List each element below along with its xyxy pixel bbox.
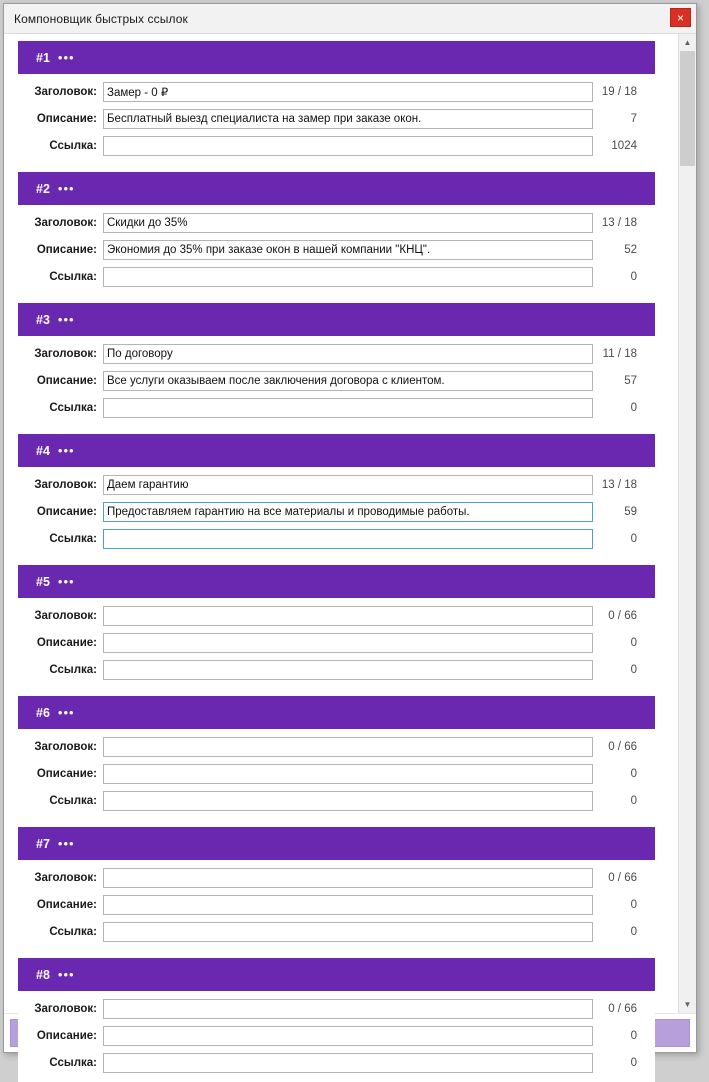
link-block-body: [18, 205, 655, 296]
link-label: Ссылка:: [49, 402, 97, 414]
description-label: Описание:: [36, 899, 97, 911]
title-input[interactable]: [103, 868, 593, 888]
field-row: [18, 267, 655, 287]
title-input[interactable]: [103, 344, 593, 364]
field-row: [18, 344, 655, 364]
title-label: Заголовок:: [34, 872, 97, 884]
link-label: Ссылка:: [49, 926, 97, 938]
title-counter: 0 / 66: [608, 610, 637, 622]
link-block: [4, 827, 678, 951]
link-block-header: [18, 958, 655, 991]
link-input[interactable]: [103, 660, 593, 680]
link-block-number: #3: [36, 312, 50, 327]
title-input[interactable]: [103, 999, 593, 1019]
field-row: [18, 999, 655, 1019]
link-block-header: [18, 434, 655, 467]
title-label: Заголовок:: [34, 610, 97, 622]
link-counter: 0: [630, 271, 637, 283]
description-input[interactable]: [103, 109, 593, 129]
title-label: Заголовок:: [34, 86, 97, 98]
field-row: [18, 764, 655, 784]
link-block-body: [18, 729, 655, 820]
link-block: [4, 958, 678, 1082]
more-options-icon[interactable]: •••: [57, 967, 75, 982]
link-input[interactable]: [103, 529, 593, 549]
field-row: [18, 398, 655, 418]
link-counter: 0: [630, 664, 637, 676]
field-row: [18, 240, 655, 260]
window-title: Компоновщик быстрых ссылок: [14, 11, 188, 26]
link-counter: 0: [630, 926, 637, 938]
links-list: [4, 34, 678, 1082]
title-label: Заголовок:: [34, 479, 97, 491]
description-input[interactable]: [103, 371, 593, 391]
scrollbar-track[interactable]: [679, 51, 696, 996]
link-block-header: [18, 303, 655, 336]
link-counter: 0: [630, 533, 637, 545]
field-row: [18, 529, 655, 549]
description-input[interactable]: [103, 633, 593, 653]
title-label: Заголовок:: [34, 741, 97, 753]
link-block-number: #7: [36, 836, 50, 851]
description-counter: 7: [630, 113, 637, 125]
link-block-header: [18, 827, 655, 860]
link-block: [4, 41, 678, 165]
description-input[interactable]: [103, 895, 593, 915]
more-options-icon[interactable]: •••: [57, 574, 75, 589]
link-label: Ссылка:: [49, 140, 97, 152]
description-label: Описание:: [36, 244, 97, 256]
title-counter: 13 / 18: [601, 479, 637, 491]
link-input[interactable]: [103, 267, 593, 287]
title-counter: 0 / 66: [608, 1003, 637, 1015]
field-row: [18, 109, 655, 129]
description-label: Описание:: [36, 375, 97, 387]
title-input[interactable]: [103, 737, 593, 757]
link-block-body: [18, 991, 655, 1082]
link-block-body: [18, 467, 655, 558]
field-row: [18, 895, 655, 915]
link-counter: 0: [630, 1057, 637, 1069]
link-block-number: #6: [36, 705, 50, 720]
description-label: Описание:: [36, 1030, 97, 1042]
link-block-number: #4: [36, 443, 50, 458]
title-label: Заголовок:: [34, 1003, 97, 1015]
description-counter: 0: [630, 637, 637, 649]
scroll-up-icon[interactable]: ▲: [679, 34, 696, 51]
link-counter: 1024: [611, 140, 637, 152]
description-counter: 59: [624, 506, 637, 518]
field-row: [18, 1053, 655, 1073]
more-options-icon[interactable]: •••: [57, 836, 75, 851]
description-input[interactable]: [103, 1026, 593, 1046]
description-counter: 57: [624, 375, 637, 387]
title-label: Заголовок:: [34, 348, 97, 360]
more-options-icon[interactable]: •••: [57, 181, 75, 196]
description-label: Описание:: [36, 768, 97, 780]
description-input[interactable]: [103, 502, 593, 522]
title-counter: 0 / 66: [608, 872, 637, 884]
description-input[interactable]: [103, 764, 593, 784]
link-block: [4, 696, 678, 820]
link-block-number: #5: [36, 574, 50, 589]
title-counter: 11 / 18: [602, 348, 637, 360]
link-counter: 0: [630, 795, 637, 807]
link-input[interactable]: [103, 791, 593, 811]
link-label: Ссылка:: [49, 664, 97, 676]
field-row: [18, 1026, 655, 1046]
field-row: [18, 82, 655, 102]
field-row: [18, 791, 655, 811]
link-input[interactable]: [103, 398, 593, 418]
link-block-number: #2: [36, 181, 50, 196]
description-label: Описание:: [36, 506, 97, 518]
field-row: [18, 136, 655, 156]
close-icon[interactable]: ×: [670, 8, 691, 27]
link-input[interactable]: [103, 922, 593, 942]
link-block: [4, 565, 678, 689]
link-block-body: [18, 336, 655, 427]
field-row: [18, 606, 655, 626]
more-options-icon[interactable]: •••: [57, 443, 75, 458]
link-input[interactable]: [103, 1053, 593, 1073]
description-label: Описание:: [36, 113, 97, 125]
quick-links-composer-window: [3, 3, 697, 1069]
window-titlebar: [4, 4, 696, 34]
description-label: Описание:: [36, 637, 97, 649]
field-row: [18, 660, 655, 680]
more-options-icon[interactable]: •••: [57, 312, 75, 327]
link-block-body: [18, 860, 655, 951]
title-input[interactable]: [103, 213, 593, 233]
title-counter: 0 / 66: [608, 741, 637, 753]
field-row: [18, 633, 655, 653]
link-label: Ссылка:: [49, 533, 97, 545]
link-block-body: [18, 598, 655, 689]
description-counter: 0: [630, 899, 637, 911]
link-block-header: [18, 172, 655, 205]
link-label: Ссылка:: [49, 1057, 97, 1069]
link-block-body: [18, 74, 655, 165]
link-block-number: #8: [36, 967, 50, 982]
link-counter: 0: [630, 402, 637, 414]
link-input[interactable]: [103, 136, 593, 156]
field-row: [18, 213, 655, 233]
window-body: [4, 34, 696, 1069]
field-row: [18, 868, 655, 888]
more-options-icon[interactable]: •••: [57, 705, 75, 720]
description-counter: 0: [630, 1030, 637, 1042]
description-counter: 52: [624, 244, 637, 256]
link-block: [4, 434, 678, 558]
link-block-header: [18, 696, 655, 729]
link-label: Ссылка:: [49, 271, 97, 283]
title-input[interactable]: [103, 606, 593, 626]
title-counter: 13 / 18: [601, 217, 637, 229]
link-block-number: #1: [36, 50, 50, 65]
link-block-header: [18, 565, 655, 598]
scroll-down-icon[interactable]: ▼: [679, 996, 696, 1013]
field-row: [18, 737, 655, 757]
description-counter: 0: [630, 768, 637, 780]
more-options-icon[interactable]: •••: [57, 50, 75, 65]
title-counter: 19 / 18: [601, 86, 637, 98]
scrollbar-thumb[interactable]: [680, 51, 695, 166]
field-row: [18, 475, 655, 495]
field-row: [18, 371, 655, 391]
link-block: [4, 303, 678, 427]
vertical-scrollbar[interactable]: [678, 34, 696, 1013]
title-label: Заголовок:: [34, 217, 97, 229]
field-row: [18, 502, 655, 522]
title-input[interactable]: [103, 475, 593, 495]
link-block: [4, 172, 678, 296]
links-scroll-area: [4, 34, 678, 1069]
field-row: [18, 922, 655, 942]
link-block-header: [18, 41, 655, 74]
title-input[interactable]: [103, 82, 593, 102]
link-label: Ссылка:: [49, 795, 97, 807]
description-input[interactable]: [103, 240, 593, 260]
